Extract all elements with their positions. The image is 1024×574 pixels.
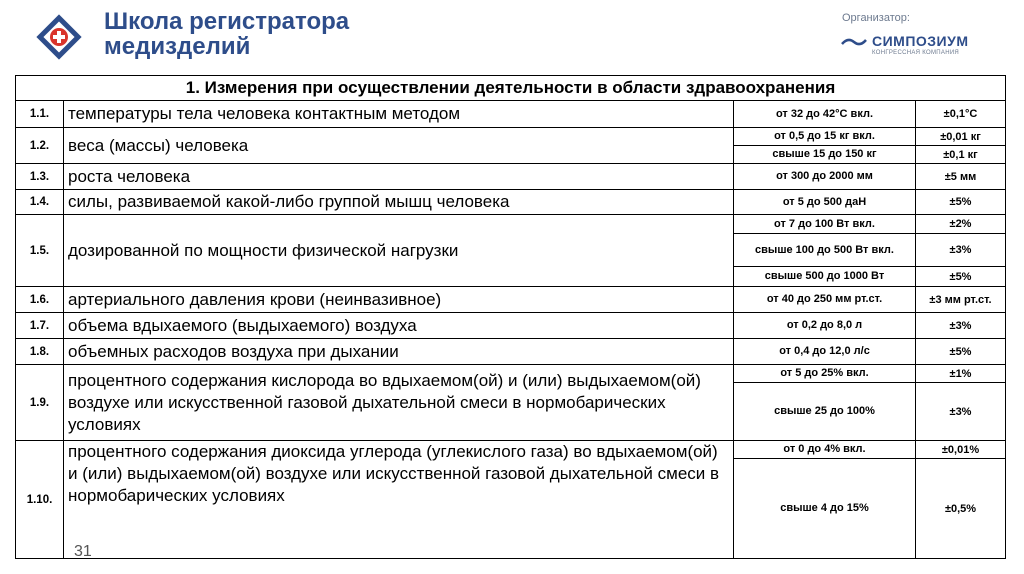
row-description: температуры тела человека контактным методом [64,101,734,128]
accuracy-cell: ±5% [916,267,1006,287]
range-cell: свыше 25 до 100% [734,383,916,441]
organizer-logo-icon [840,36,868,48]
accuracy-cell: ±3% [916,383,1006,441]
accuracy-cell: ±3% [916,313,1006,339]
accuracy-cell: ±2% [916,215,1006,234]
table-title: 1. Измерения при осуществлении деятельности в области здравоохранения [16,76,1006,101]
table-row [16,101,1006,128]
accuracy-cell: ±0,1°С [916,101,1006,128]
table-row [16,190,1006,215]
accuracy-cell: ±5 мм [916,164,1006,190]
row-number: 1.9. [16,365,64,441]
row-description: артериального давления крови (неинвазивное) [64,287,734,313]
row-number: 1.3. [16,164,64,190]
row-number: 1.10. [16,441,64,559]
school-logo-icon [30,8,88,66]
accuracy-cell: ±0,1 кг [916,146,1006,164]
row-description: силы, развиваемой какой-либо группой мышц человека [64,190,734,215]
measurements-table [15,75,1006,559]
range-cell: свыше 100 до 500 Вт вкл. [734,234,916,267]
table-row [16,313,1006,339]
organizer-subtitle: КОНГРЕССНАЯ КОМПАНИЯ [872,50,960,56]
accuracy-cell: ±5% [916,339,1006,365]
row-description: процентного содержания кислорода во вдыхаемом(ой) и (или) выдыхаемом(ой) воздухе или искусственной газовой дыхательной смеси в нормобарических условиях [64,365,734,441]
row-description: дозированной по мощности физической нагрузки [64,215,734,287]
table-row [16,339,1006,365]
brand-line2: медизделий [104,33,251,60]
row-description: объемных расходов воздуха при дыхании [64,339,734,365]
row-description: веса (массы) человека [64,128,734,164]
range-cell: от 0,5 до 15 кг вкл. [734,128,916,146]
range-cell: от 0,4 до 12,0 л/с [734,339,916,365]
row-description: объема вдыхаемого (выдыхаемого) воздуха [64,313,734,339]
table-row [16,441,1006,459]
row-number: 1.6. [16,287,64,313]
table-row [16,365,1006,383]
table-title-row [16,76,1006,101]
row-description: роста человека [64,164,734,190]
range-cell: от 40 до 250 мм рт.ст. [734,287,916,313]
range-cell: от 5 до 500 даН [734,190,916,215]
accuracy-cell: ±5% [916,190,1006,215]
row-number: 1.2. [16,128,64,164]
range-cell: свыше 500 до 1000 Вт [734,267,916,287]
accuracy-cell: ±0,01% [916,441,1006,459]
organizer-label: Организатор: [842,12,910,24]
row-number: 1.5. [16,215,64,287]
row-number: 1.8. [16,339,64,365]
range-cell: свыше 4 до 15% [734,459,916,559]
range-cell: от 0 до 4% вкл. [734,441,916,459]
range-cell: от 300 до 2000 мм [734,164,916,190]
range-cell: от 7 до 100 Вт вкл. [734,215,916,234]
range-cell: свыше 15 до 150 кг [734,146,916,164]
accuracy-cell: ±3% [916,234,1006,267]
row-number: 1.7. [16,313,64,339]
range-cell: от 5 до 25% вкл. [734,365,916,383]
accuracy-cell: ±3 мм рт.ст. [916,287,1006,313]
table-row [16,215,1006,234]
accuracy-cell: ±1% [916,365,1006,383]
row-description: процентного содержания диоксида углерода (углекислого газа) во вдыхаемом(ой) и (или) выдыхаемом(ой) воздухе или искусственной газовой дыхательной смеси в нормобарических условиях [64,441,734,559]
slide-header [0,0,1024,70]
range-cell: от 32 до 42°С вкл. [734,101,916,128]
page-number: 31 [74,543,92,560]
organizer-name: СИМПОЗИУМ [872,33,969,49]
table-row [16,164,1006,190]
accuracy-cell: ±0,01 кг [916,128,1006,146]
brand-title [104,9,349,59]
table-row [16,287,1006,313]
row-number: 1.4. [16,190,64,215]
range-cell: от 0,2 до 8,0 л [734,313,916,339]
brand-line1: Школа регистратора [104,8,350,35]
accuracy-cell: ±0,5% [916,459,1006,559]
row-number: 1.1. [16,101,64,128]
table-row [16,128,1006,146]
